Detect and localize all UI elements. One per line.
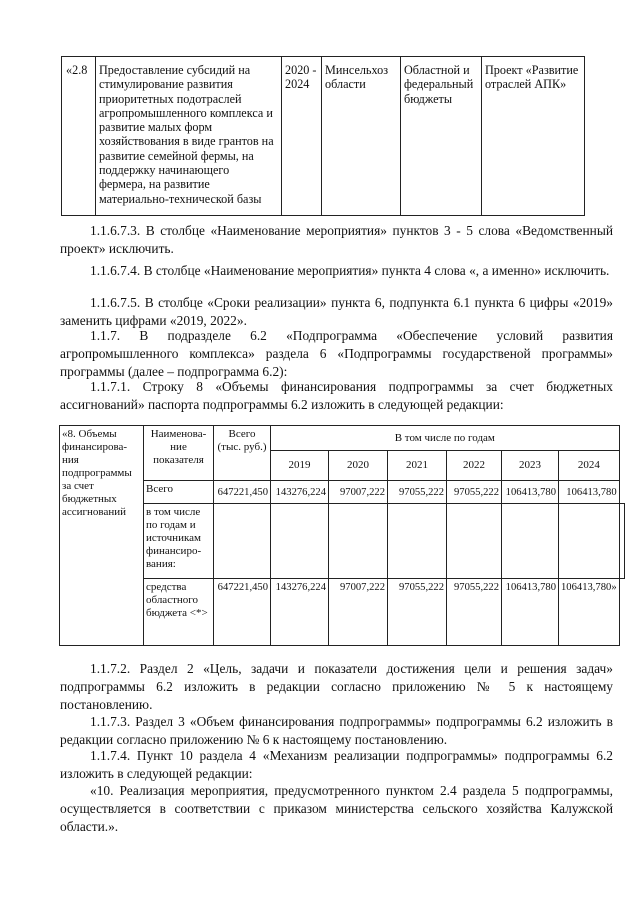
paragraph: 1.1.7.2. Раздел 2 «Цель, задачи и показатели достижения цели и решения задач» подпрограммы 6.2 изложить в редакции согласно приложению № 5 к настоящему постановлению. (60, 661, 613, 712)
row-label: Всего (144, 481, 214, 504)
year-header: 2023 (502, 451, 559, 481)
financing-label: «8. Объемы финансирова-ния подпрограммы за счет бюджетных ассигнований (60, 426, 144, 646)
measure-term-line2: 2024 (285, 77, 310, 92)
financing-table (59, 425, 625, 646)
value-cell: 106413,780» (559, 579, 620, 646)
year-header: 2019 (271, 451, 329, 481)
measure-executor: Минсельхоз области (322, 57, 401, 216)
value-cell: 97007,222 (329, 481, 388, 504)
paragraph: 1.1.7. В подразделе 6.2 «Подпрограмма «Обеспечение условий развития агропромышленного комплекса» раздела 6 «Подпрограммы государственой программы» программы (далее – подпрограмма 6.2): (60, 328, 613, 379)
paragraph: 1.1.6.7.4. В столбце «Наименование мероприятия» пункта 4 слова «, а именно» исключить. (90, 263, 610, 278)
row-label: в том числе по годам и источникам финансиро-вания: (144, 504, 214, 579)
table-row (60, 426, 625, 451)
value-cell: 106413,780 (502, 481, 559, 504)
measures-table (61, 56, 585, 216)
measure-number: «2.8 (62, 57, 96, 216)
row-label: средства областного бюджета <*> (144, 579, 214, 646)
measure-funding-source: Областной и федеральный бюджеты (401, 57, 482, 216)
value-cell: 97055,222 (388, 481, 447, 504)
measure-name: Предоставление субсидий на стимулирование развития приоритетных подотраслей агропромышленного комплекса и развитие малых форм хозяйствования в виде грантов на развитие семейной фермы, на поддержку начинающего фермера, на развитие материально-технической базы (96, 57, 282, 216)
value-cell: 143276,224 (271, 579, 329, 646)
value-cell: 97007,222 (329, 579, 388, 646)
value-cell: 97055,222 (447, 579, 502, 646)
value-cell: 97055,222 (447, 481, 502, 504)
year-header: 2024 (559, 451, 620, 481)
table-row (60, 504, 625, 579)
col-total: Всего (тыс. руб.) (214, 426, 271, 481)
col-indicator: Наименова-ние показателя (144, 426, 214, 481)
value-cell: 106413,780 (559, 481, 620, 504)
total-cell: 647221,450 (214, 579, 271, 646)
paragraph: 1.1.7.1. Строку 8 «Объемы финансирования подпрограммы за счет бюджетных ассигнований» паспорта подпрограммы 6.2 изложить в следующей редакции: (60, 379, 613, 412)
measure-term (282, 57, 322, 216)
col-years-group: В том числе по годам (271, 426, 620, 451)
value-cell: 97055,222 (388, 579, 447, 646)
year-header: 2021 (388, 451, 447, 481)
total-cell: 647221,450 (214, 481, 271, 504)
measure-project: Проект «Развитие отраслей АПК» (482, 57, 585, 216)
value-cell: 106413,780 (502, 579, 559, 646)
year-header: 2022 (447, 451, 502, 481)
paragraph: 1.1.7.4. Пункт 10 раздела 4 «Механизм реализации подпрограммы» подпрограммы 6.2 изложить в следующей редакции: (60, 748, 613, 781)
paragraph: 1.1.6.7.5. В столбце «Сроки реализации» пункта 6, подпункта 6.1 пункта 6 цифры «2019» заменить цифрами «2019, 2022». (60, 295, 613, 328)
paragraph: «10. Реализация мероприятия, предусмотренного пунктом 2.4 раздела 5 подпрограммы, осуществляется в соответствии с приказом министерства сельского хозяйства Калужской области.». (60, 783, 613, 834)
paragraph: 1.1.7.3. Раздел 3 «Объем финансирования подпрограммы» подпрограммы 6.2 изложить в редакции согласно приложению № 6 к настоящему постановлению. (60, 714, 613, 747)
table-row (60, 579, 625, 646)
measure-term-line1: 2020 - (285, 63, 317, 77)
year-header: 2020 (329, 451, 388, 481)
table-row (62, 57, 585, 216)
table-row (60, 481, 625, 504)
value-cell: 143276,224 (271, 481, 329, 504)
paragraph: 1.1.6.7.3. В столбце «Наименование мероприятия» пунктов 3 - 5 слова «Ведомственный проект» исключить. (60, 223, 613, 256)
